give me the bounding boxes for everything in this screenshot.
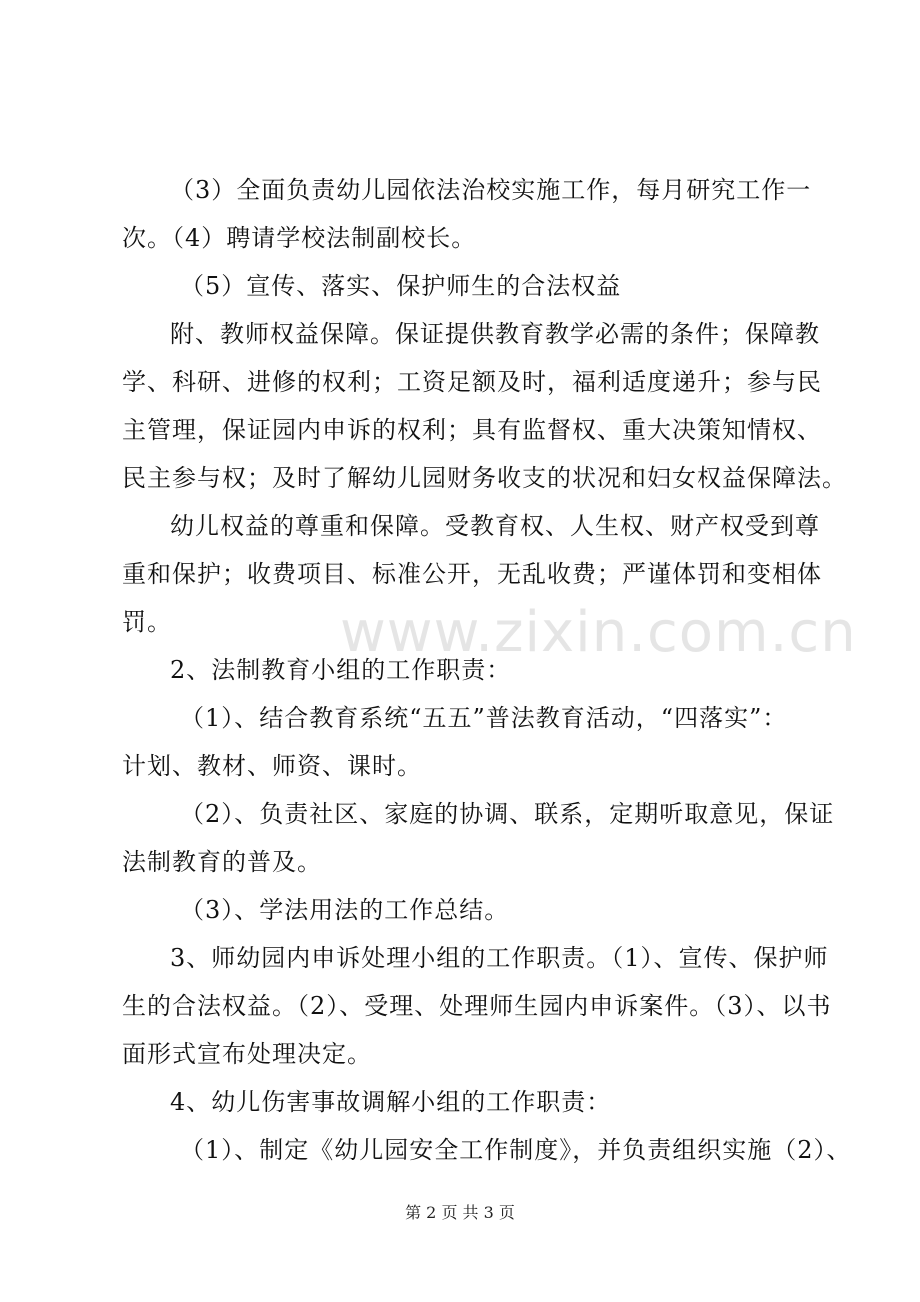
- paragraph-line: 2、法制教育小组的工作职责：: [170, 656, 512, 684]
- paragraph-line: 法制教育的普及。: [122, 848, 322, 876]
- paragraph-line: 面形式宣布处理决定。: [122, 1040, 372, 1068]
- watermark: www.zixin.com.cn: [340, 600, 857, 665]
- paragraph-line: 生的合法权益。（2）、受理、处理师生园内申诉案件。（3）、以书: [122, 992, 832, 1020]
- paragraph-line: （1）、制定《幼儿园安全工作制度》，并负责组织实施（2）、: [180, 1136, 852, 1164]
- paragraph-line: 重和保护；收费项目、标准公开，无乱收费；严谨体罚和变相体: [122, 560, 822, 588]
- paragraph-line: （3）、学法用法的工作总结。: [180, 896, 510, 924]
- page-footer: 第 2 页 共 3 页: [405, 1203, 515, 1222]
- paragraph-line: 罚。: [122, 608, 172, 636]
- paragraph-line: 民主参与权；及时了解幼儿园财务收支的状况和妇女权益保障法。: [122, 464, 847, 492]
- paragraph-line: 学、科研、进修的权利；工资足额及时，福利适度递升；参与民: [122, 368, 822, 396]
- paragraph-line: （3）全面负责幼儿园依法治校实施工作，每月研究工作一: [170, 176, 812, 204]
- paragraph-line: 幼儿权益的尊重和保障。受教育权、人生权、财产权受到尊: [170, 512, 820, 540]
- paragraph-line: 3、师幼园内申诉处理小组的工作职责。（1）、宣传、保护师: [170, 944, 829, 972]
- paragraph-line: （1）、结合教育系统“五五”普法教育活动，“四落实”：: [180, 704, 788, 732]
- paragraph-line: （5）宣传、落实、保护师生的合法权益: [180, 272, 622, 300]
- paragraph-line: 4、幼儿伤害事故调解小组的工作职责：: [170, 1088, 612, 1116]
- paragraph-line: （2）、负责社区、家庭的协调、联系，定期听取意见，保证: [180, 800, 835, 828]
- paragraph-line: 附、教师权益保障。保证提供教育教学必需的条件；保障教: [170, 320, 820, 348]
- paragraph-line: 计划、教材、师资、课时。: [122, 752, 422, 780]
- paragraph-line: 主管理，保证园内申诉的权利；具有监督权、重大决策知情权、: [122, 416, 822, 444]
- paragraph-line: 次。（4）聘请学校法制副校长。: [122, 224, 477, 252]
